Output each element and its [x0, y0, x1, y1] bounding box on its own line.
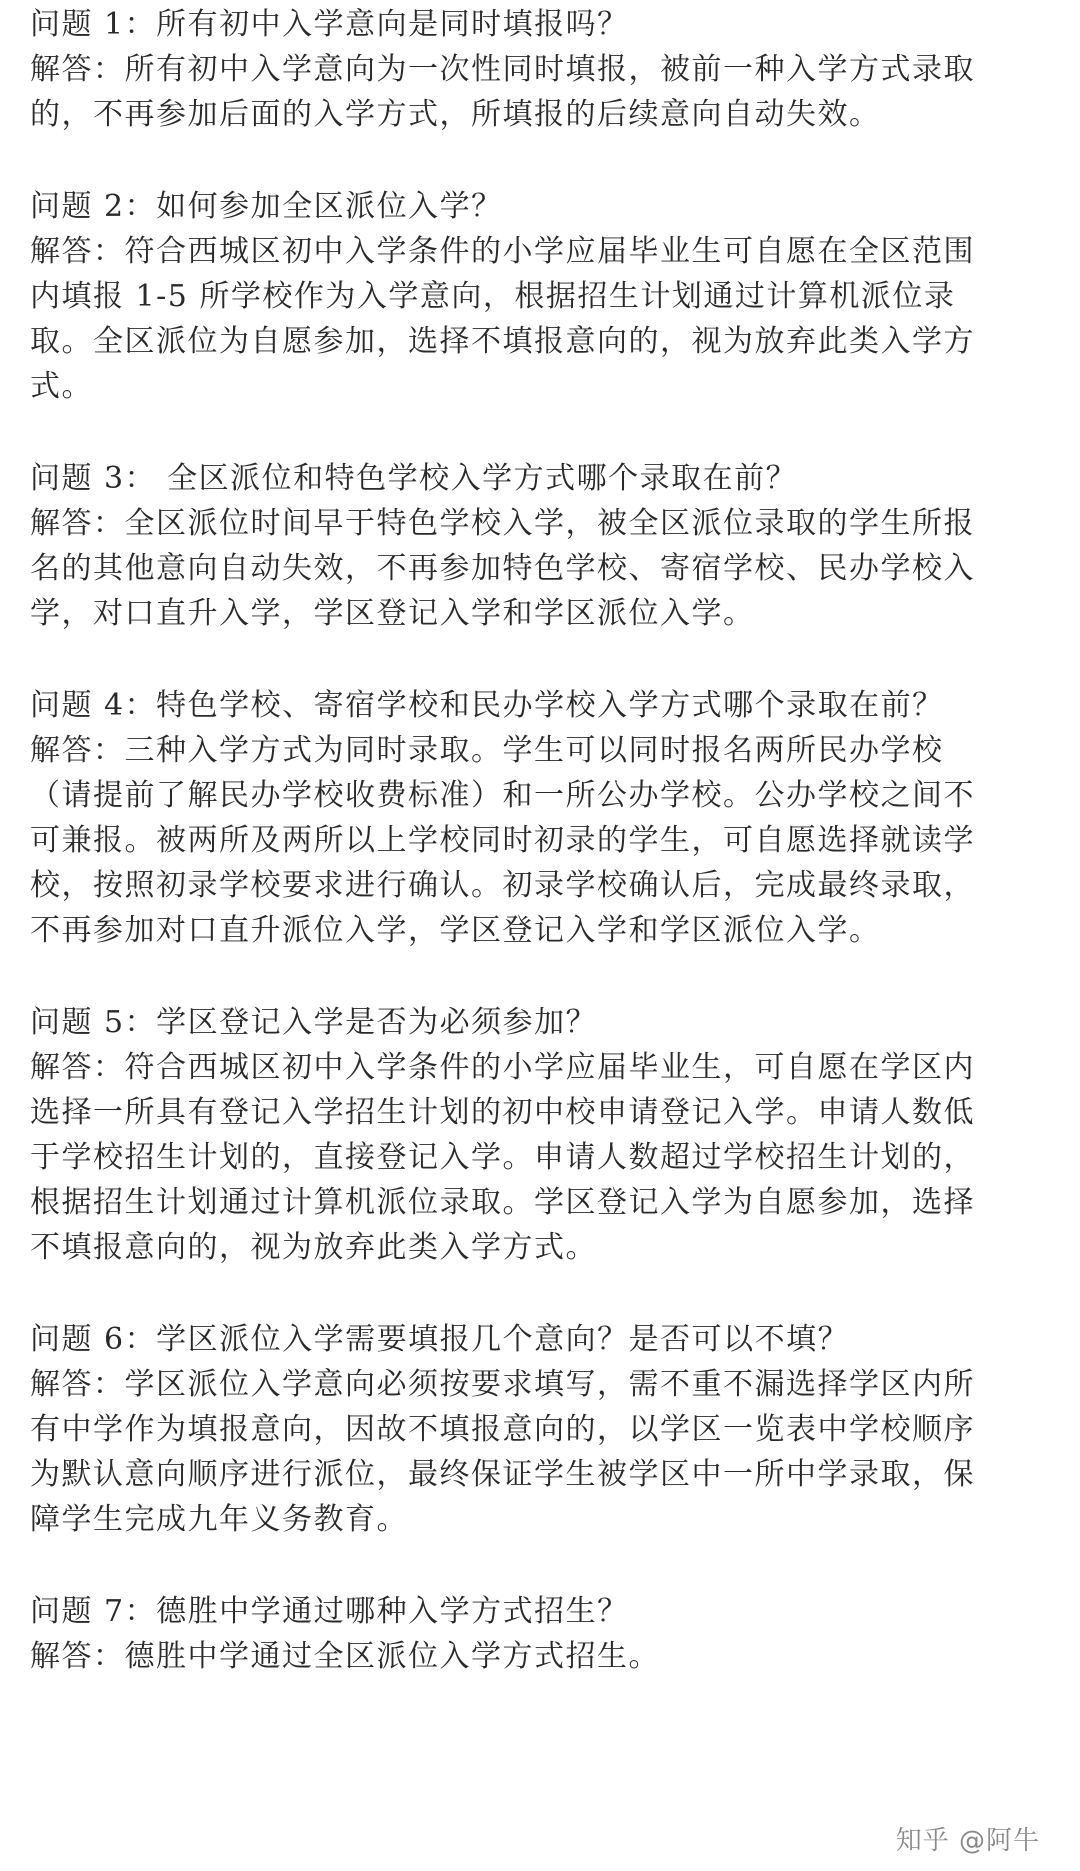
answer-1-line-1: 解答：所有初中入学意向为一次性同时填报，被前一种入学方式录取 — [30, 52, 975, 87]
answer-4-line-5: 不再参加对口直升派位入学，学区登记入学和学区派位入学。 — [30, 913, 881, 948]
answer-4-line-2: （请提前了解民办学校收费标准）和一所公办学校。公办学校之间不 — [30, 778, 975, 813]
answer-7-line-1: 解答：德胜中学通过全区派位入学方式招生。 — [30, 1639, 660, 1674]
answer-6-line-2: 有中学作为填报意向，因故不填报意向的，以学区一览表中学校顺序 — [30, 1412, 975, 1447]
answer-3-line-2: 名的其他意向自动失效，不再参加特色学校、寄宿学校、民办学校入 — [30, 551, 975, 586]
answer-1-line-2: 的，不再参加后面的入学方式，所填报的后续意向自动失效。 — [30, 97, 881, 132]
answer-2-line-4: 式。 — [30, 369, 93, 404]
watermark-text: 知乎 @阿牛 — [895, 1826, 1040, 1856]
qa-item-5 — [30, 1000, 1060, 1270]
answer-2-line-2: 内填报 1-5 所学校作为入学意向，根据招生计划通过计算机派位录 — [30, 279, 956, 314]
answer-5-line-5: 不填报意向的，视为放弃此类入学方式。 — [30, 1230, 597, 1265]
answer-5-line-4: 根据招生计划通过计算机派位录取。学区登记入学为自愿参加，选择 — [30, 1185, 975, 1220]
qa-item-7 — [30, 1589, 1060, 1679]
answer-5-line-2: 选择一所具有登记入学招生计划的初中校申请登记入学。申请人数低 — [30, 1095, 975, 1130]
answer-3-line-3: 学，对口直升入学，学区登记入学和学区派位入学。 — [30, 596, 755, 631]
qa-item-6 — [30, 1317, 1060, 1542]
qa-item-4 — [30, 683, 1060, 953]
qa-item-2 — [30, 184, 1060, 409]
answer-6-line-1: 解答：学区派位入学意向必须按要求填写，需不重不漏选择学区内所 — [30, 1367, 975, 1402]
question-7: 问题 7：德胜中学通过哪种入学方式招生？ — [30, 1594, 629, 1629]
answer-2-line-3: 取。全区派位为自愿参加，选择不填报意向的，视为放弃此类入学方 — [30, 324, 975, 359]
qa-item-1 — [30, 2, 1060, 137]
question-1: 问题 1：所有初中入学意向是同时填报吗？ — [30, 7, 629, 42]
question-6: 问题 6：学区派位入学需要填报几个意向？是否可以不填？ — [30, 1322, 850, 1357]
question-5: 问题 5：学区登记入学是否为必须参加？ — [30, 1005, 598, 1040]
answer-5-line-1: 解答：符合西城区初中入学条件的小学应届毕业生，可自愿在学区内 — [30, 1050, 975, 1085]
question-2: 问题 2：如何参加全区派位入学？ — [30, 189, 503, 224]
answer-5-line-3: 于学校招生计划的，直接登记入学。申请人数超过学校招生计划的， — [30, 1140, 975, 1175]
answer-2-line-1: 解答：符合西城区初中入学条件的小学应届毕业生可自愿在全区范围 — [30, 234, 975, 269]
zhihu-watermark — [896, 1820, 1040, 1857]
answer-4-line-4: 校，按照初录学校要求进行确认。初录学校确认后，完成最终录取， — [30, 868, 975, 903]
answer-4-line-3: 可兼报。被两所及两所以上学校同时初录的学生，可自愿选择就读学 — [30, 823, 975, 858]
question-4: 问题 4：特色学校、寄宿学校和民办学校入学方式哪个录取在前？ — [30, 688, 944, 723]
answer-4-line-1: 解答：三种入学方式为同时录取。学生可以同时报名两所民办学校 — [30, 733, 944, 768]
document-body — [30, 2, 1060, 1726]
answer-6-line-3: 为默认意向顺序进行派位，最终保证学生被学区中一所中学录取，保 — [30, 1457, 975, 1492]
qa-item-3 — [30, 456, 1060, 636]
answer-6-line-4: 障学生完成九年义务教育。 — [30, 1502, 408, 1537]
answer-3-line-1: 解答：全区派位时间早于特色学校入学，被全区派位录取的学生所报 — [30, 506, 975, 541]
question-3: 问题 3： 全区派位和特色学校入学方式哪个录取在前？ — [30, 461, 798, 496]
